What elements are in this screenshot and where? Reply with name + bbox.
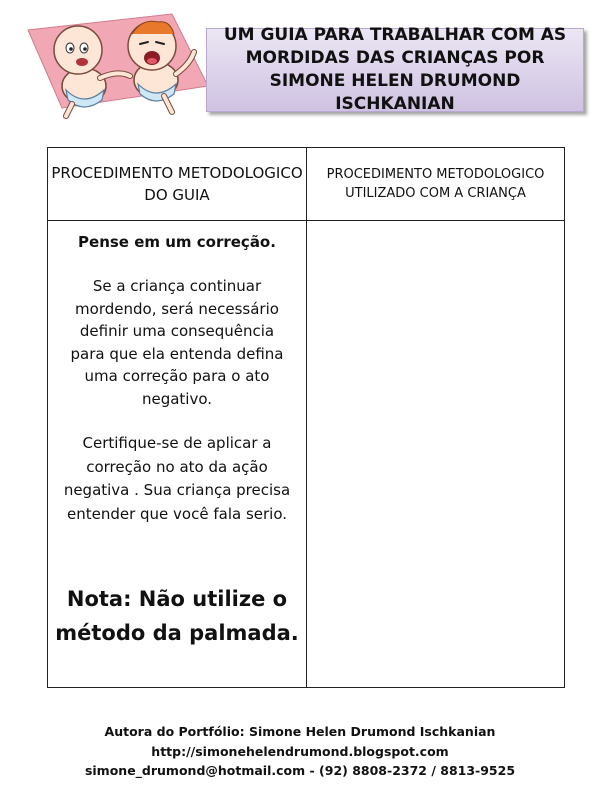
procedure-paragraph-2: Certifique-se de aplicar a correção no ato da ação negativa . Sua criança precisa entender que você fala serio. [63,434,291,523]
footer-contact: simone_drumond@hotmail.com - (92) 8808-2372 / 8813-9525 [84,763,516,778]
child-procedure-cell [307,221,564,687]
table-header-guide-procedure [48,148,307,221]
page-title: UM GUIA PARA TRABALHAR COM AS MORDIDAS DAS CRIANÇAS POR SIMONE HELEN DRUMOND ISCHKANIAN [223,25,567,114]
table-header-label: PROCEDIMENTO METODOLOGICO DO GUIA [51,164,303,204]
title-box [206,25,584,114]
procedure-table [47,147,565,688]
guide-procedure-cell [48,221,307,687]
table-header-label: PROCEDIMENTO METODOLOGICO UTILIZADO COM A CRIANÇA [326,167,545,201]
children-biting-illustration [22,8,212,120]
table-header-child-procedure [307,148,564,221]
procedure-paragraph-1: Se a criança continuar mordendo, será necessário definir uma consequência para que ela entenda defina uma correção para o ato negativo. [70,277,284,408]
footer-url[interactable]: http://simonehelendrumond.blogspot.com [151,743,449,759]
procedure-note: Nota: Não utilize o método da palmada. [55,587,299,645]
footer-author: Autora do Portfólio: Simone Helen Drumond Ischkanian [104,724,496,739]
footer [0,722,600,781]
procedure-heading: Pense em um correção. [78,233,276,251]
